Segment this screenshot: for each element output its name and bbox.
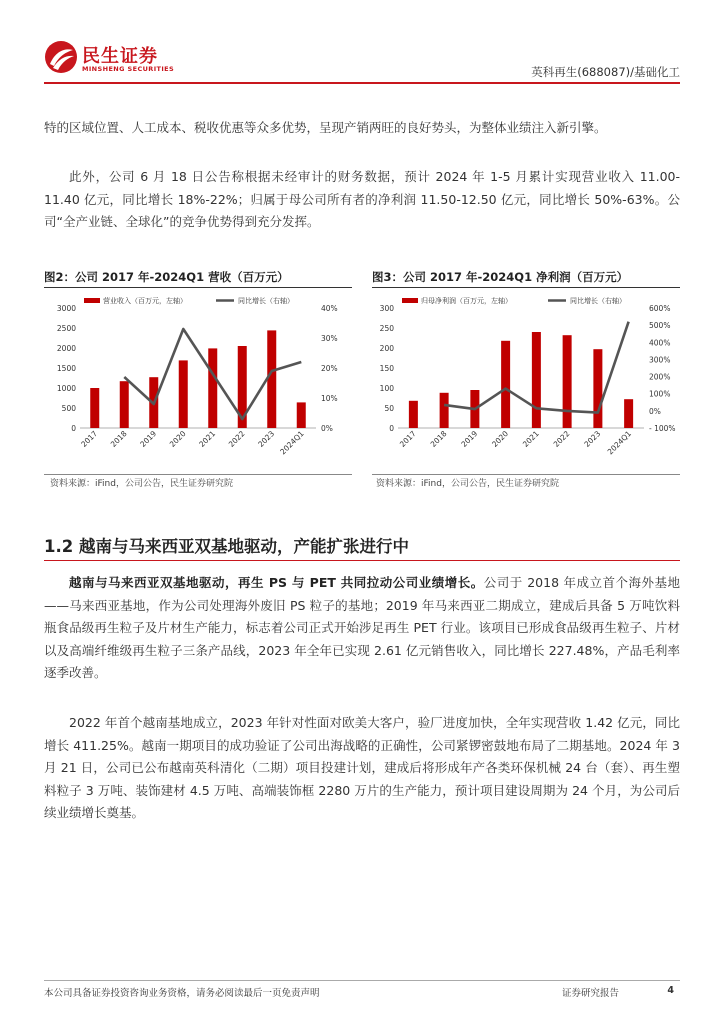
bar-2020 xyxy=(501,341,510,428)
bar-2021 xyxy=(532,332,541,428)
x-tick-label: 2022 xyxy=(551,429,572,449)
paragraph-2: 此外，公司 6 月 18 日公告称根据未经审计的财务数据，预计 2024 年 1-5 月累计实现营业收入 11.00-11.40 亿元，同比增长 18%-22%；归属于母公司所有者的净利润 11.50-12.50 亿元，同比增长 50%-63%。公司“全产业链、全球化”的竞争优势得到充分发挥。 xyxy=(44,169,680,229)
paragraph-3-body: 公司于 2018 年成立首个海外基地——马来西亚基地，作为公司处理海外废旧 PS 粒子的基地；2019 年马来西亚二期成立，建成后具备 5 万吨饮料瓶食品级再生粒子及片材生产能力，标志着公司正式开始涉足再生 PET 行业。该项目已形成食品级再生粒子、片材以及高端纤维级再生粒子三条产品线，2023 年全年已实现 2.61 亿元销售收入，同比增长 227.48%，产品毛利率逐季改善。 xyxy=(44,575,680,680)
y-left-tick-label: 2500 xyxy=(56,324,76,333)
x-tick-label: 2024Q1 xyxy=(278,429,306,457)
y-left-tick-label: 100 xyxy=(379,384,394,393)
x-tick-label: 2021 xyxy=(520,429,541,449)
y-left-tick-label: 1000 xyxy=(56,384,76,393)
legend-bar-swatch xyxy=(402,298,418,303)
y-right-tick-label: 0% xyxy=(321,424,333,433)
x-tick-label: 2023 xyxy=(582,429,603,449)
figure-2-title: 图2：公司 2017 年-2024Q1 营收（百万元） xyxy=(44,270,289,284)
header-divider xyxy=(44,82,680,84)
revenue-chart xyxy=(44,290,352,470)
bar-2023 xyxy=(593,349,602,428)
figure-3-source-rule xyxy=(372,474,680,475)
x-tick-label: 2019 xyxy=(138,429,159,449)
bar-2017 xyxy=(90,388,99,428)
footer-divider xyxy=(44,980,680,981)
x-tick-label: 2018 xyxy=(428,429,449,449)
bar-2018 xyxy=(440,393,449,428)
y-right-tick-label: 200% xyxy=(649,372,671,382)
figure-3-title: 图3：公司 2017 年-2024Q1 净利润（百万元） xyxy=(372,270,629,284)
paragraph-3 xyxy=(44,572,680,685)
bar-2024Q1 xyxy=(297,402,306,428)
bar-2023 xyxy=(267,330,276,428)
y-left-tick-label: 300 xyxy=(379,304,394,313)
x-tick-label: 2024Q1 xyxy=(605,429,634,457)
page-number: 4 xyxy=(667,985,674,996)
bar-2022 xyxy=(563,335,572,428)
report-type: 证券研究报告 xyxy=(562,988,620,999)
section-divider xyxy=(44,560,680,561)
legend-line-label: 同比增长（右轴） xyxy=(238,297,294,305)
figure-2-source-rule xyxy=(44,474,352,475)
x-tick-label: 2019 xyxy=(459,429,480,449)
minsheng-logo-icon xyxy=(44,40,78,74)
x-tick-label: 2021 xyxy=(197,429,218,449)
y-left-tick-label: 250 xyxy=(379,324,394,333)
y-right-tick-label: 20% xyxy=(321,364,338,373)
figure-3-title-rule xyxy=(372,287,680,288)
y-left-tick-label: 0 xyxy=(389,424,394,433)
net-profit-chart xyxy=(372,290,680,470)
y-left-tick-label: 200 xyxy=(379,344,394,353)
x-tick-label: 2017 xyxy=(79,429,100,449)
x-tick-label: 2023 xyxy=(256,429,277,449)
bar-2021 xyxy=(208,348,217,428)
y-right-tick-label: 600% xyxy=(649,304,671,313)
y-right-tick-label: 400% xyxy=(649,338,671,348)
brand-name-cn: 民生证券 xyxy=(82,46,158,67)
disclaimer-note: 本公司具备证券投资咨询业务资格，请务必阅读最后一页免责声明 xyxy=(44,988,320,999)
y-right-tick-label: 10% xyxy=(321,394,338,403)
y-right-tick-label: 40% xyxy=(321,304,338,313)
y-right-tick-label: 30% xyxy=(321,334,338,343)
x-tick-label: 2020 xyxy=(490,429,511,449)
legend-bar-swatch xyxy=(84,298,100,303)
y-right-tick-label: 100% xyxy=(649,389,671,399)
figure-3-source: 资料来源：iFind，公司公告，民生证券研究院 xyxy=(376,479,559,489)
bar-2024Q1 xyxy=(624,399,633,428)
minsheng-logo xyxy=(44,40,194,78)
x-tick-label: 2017 xyxy=(397,429,418,449)
brand-name-en: MINSHENG SECURITIES xyxy=(82,65,175,73)
x-tick-label: 2022 xyxy=(226,429,247,449)
y-right-tick-label: 0% xyxy=(649,406,661,416)
y-left-tick-label: 2000 xyxy=(56,344,76,353)
y-left-tick-label: 150 xyxy=(379,364,394,373)
x-tick-label: 2020 xyxy=(167,429,188,449)
y-left-tick-label: 500 xyxy=(61,404,76,413)
legend-line-label: 同比增长（右轴） xyxy=(570,297,626,305)
y-right-tick-label: - 100% xyxy=(649,424,676,433)
y-left-tick-label: 50 xyxy=(384,404,394,413)
x-tick-label: 2018 xyxy=(108,429,129,449)
section-title: 1.2 越南与马来西亚双基地驱动，产能扩张进行中 xyxy=(44,537,409,556)
legend-bar-label: 营业收入（百万元，左轴） xyxy=(103,297,187,305)
figure-2-title-rule xyxy=(44,287,352,288)
legend-bar-label: 归母净利润（百万元，左轴） xyxy=(421,297,512,305)
paragraph-1: 特的区域位置、人工成本、税收优惠等众多优势，呈现产销两旺的良好势头，为整体业绩注入新引擎。 xyxy=(44,120,607,135)
bar-2018 xyxy=(120,381,129,428)
paragraph-3-lead: 越南与马来西亚双基地驱动，再生 PS 与 PET 共同拉动公司业绩增长。 xyxy=(69,575,484,590)
y-left-tick-label: 1500 xyxy=(56,364,76,373)
report-subject: 英科再生(688087)/基础化工 xyxy=(531,65,680,79)
figure-2-source: 资料来源：iFind，公司公告，民生证券研究院 xyxy=(50,479,233,489)
bar-2020 xyxy=(179,360,188,428)
y-right-tick-label: 300% xyxy=(649,355,671,365)
y-right-tick-label: 500% xyxy=(649,321,671,331)
page-header xyxy=(0,0,724,90)
y-left-tick-label: 3000 xyxy=(56,304,76,313)
y-left-tick-label: 0 xyxy=(71,424,76,433)
paragraph-4: 2022 年首个越南基地成立，2023 年针对性面对欧美大客户，验厂进度加快，全年实现营收 1.42 亿元，同比增长 411.25%。越南一期项目的成功验证了公司出海战略的正确性，公司紧锣密鼓地布局了二期基地。2024 年 3 月 21 日，公司已公布越南英科清化（二期）项目投建计划，建成后将形成年产各类环保机械 24 台（套）、再生塑料粒子 3 万吨、装饰建材 4.5 万吨、高端装饰框 2280 万片的生产能力，预计项目建设周期为 24 个月，为公司后续业绩增长奠基。 xyxy=(44,715,680,820)
bar-2017 xyxy=(409,401,418,428)
